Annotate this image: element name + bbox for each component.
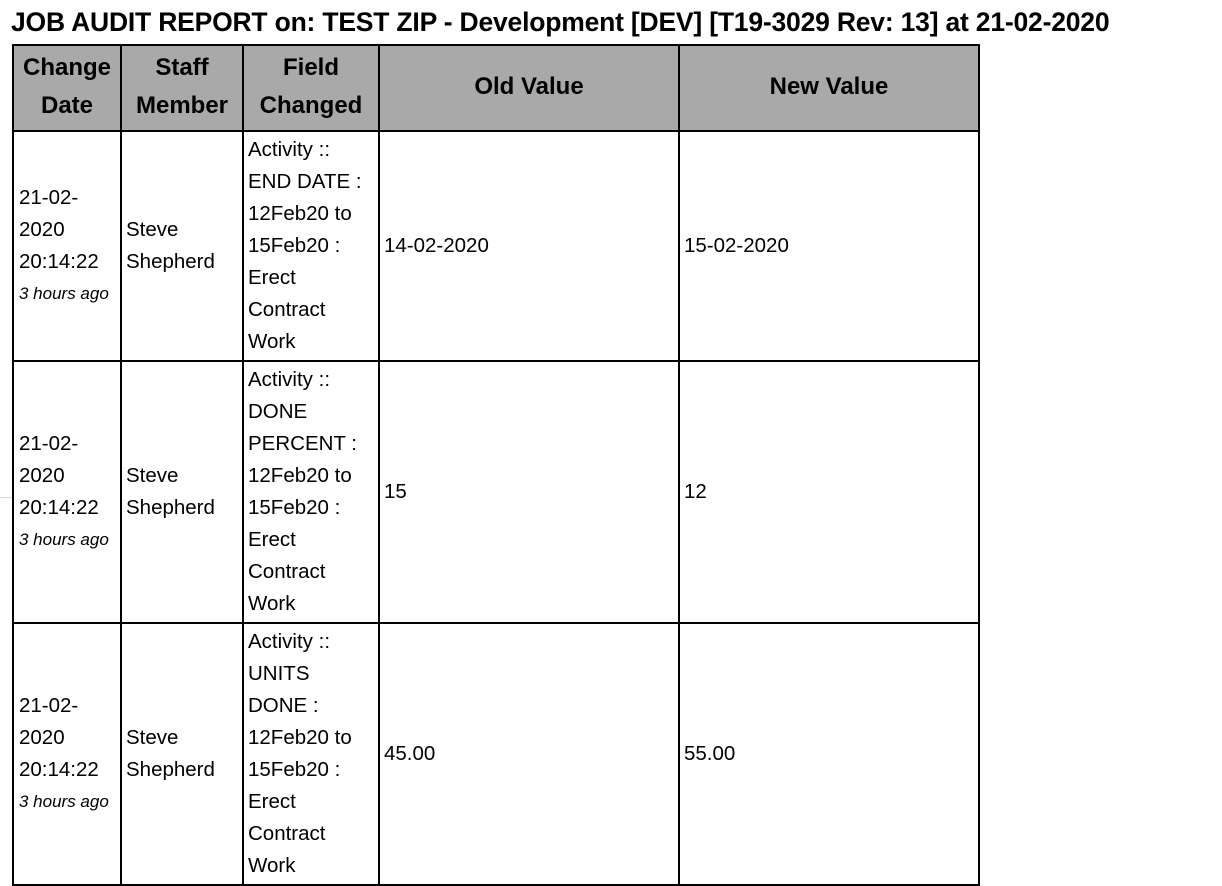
table-row [13,361,979,623]
change-date-cell [13,131,121,361]
change-date-cell [13,361,121,623]
old-value-cell: 14-02-2020 [379,131,679,361]
table-row [13,623,979,885]
staff-member-cell: Steve Shepherd [121,623,243,885]
new-value-cell: 15-02-2020 [679,131,979,361]
change-date: 21-02-2020 20:14:22 [19,186,99,273]
change-date: 21-02-2020 20:14:22 [19,432,99,519]
field-changed-cell: Activity :: DONE PERCENT : 12Feb20 to 15Feb20 : Erect Contract Work [243,361,379,623]
field-changed-cell: Activity :: UNITS DONE : 12Feb20 to 15Feb20 : Erect Contract Work [243,623,379,885]
header-row [13,45,979,131]
old-value-cell: 15 [379,361,679,623]
relative-time: 3 hours ago [19,530,109,549]
relative-time: 3 hours ago [19,284,109,303]
header-staff-member: Staff Member [121,45,243,131]
report-title: JOB AUDIT REPORT on: TEST ZIP - Development [DEV] [T19-3029 Rev: 13] at 21-02-2020 [11,7,1110,37]
field-changed-cell: Activity :: END DATE : 12Feb20 to 15Feb20 : Erect Contract Work [243,131,379,361]
header-field-changed: Field Changed [243,45,379,131]
old-value-cell: 45.00 [379,623,679,885]
audit-table [12,44,980,886]
margin-tick [0,497,12,498]
relative-time: 3 hours ago [19,792,109,811]
header-change-date: Change Date [13,45,121,131]
staff-member-cell: Steve Shepherd [121,131,243,361]
change-date: 21-02-2020 20:14:22 [19,694,99,781]
table-row [13,131,979,361]
new-value-cell: 55.00 [679,623,979,885]
staff-member-cell: Steve Shepherd [121,361,243,623]
header-new-value: New Value [679,45,979,131]
header-old-value: Old Value [379,45,679,131]
new-value-cell: 12 [679,361,979,623]
change-date-cell [13,623,121,885]
